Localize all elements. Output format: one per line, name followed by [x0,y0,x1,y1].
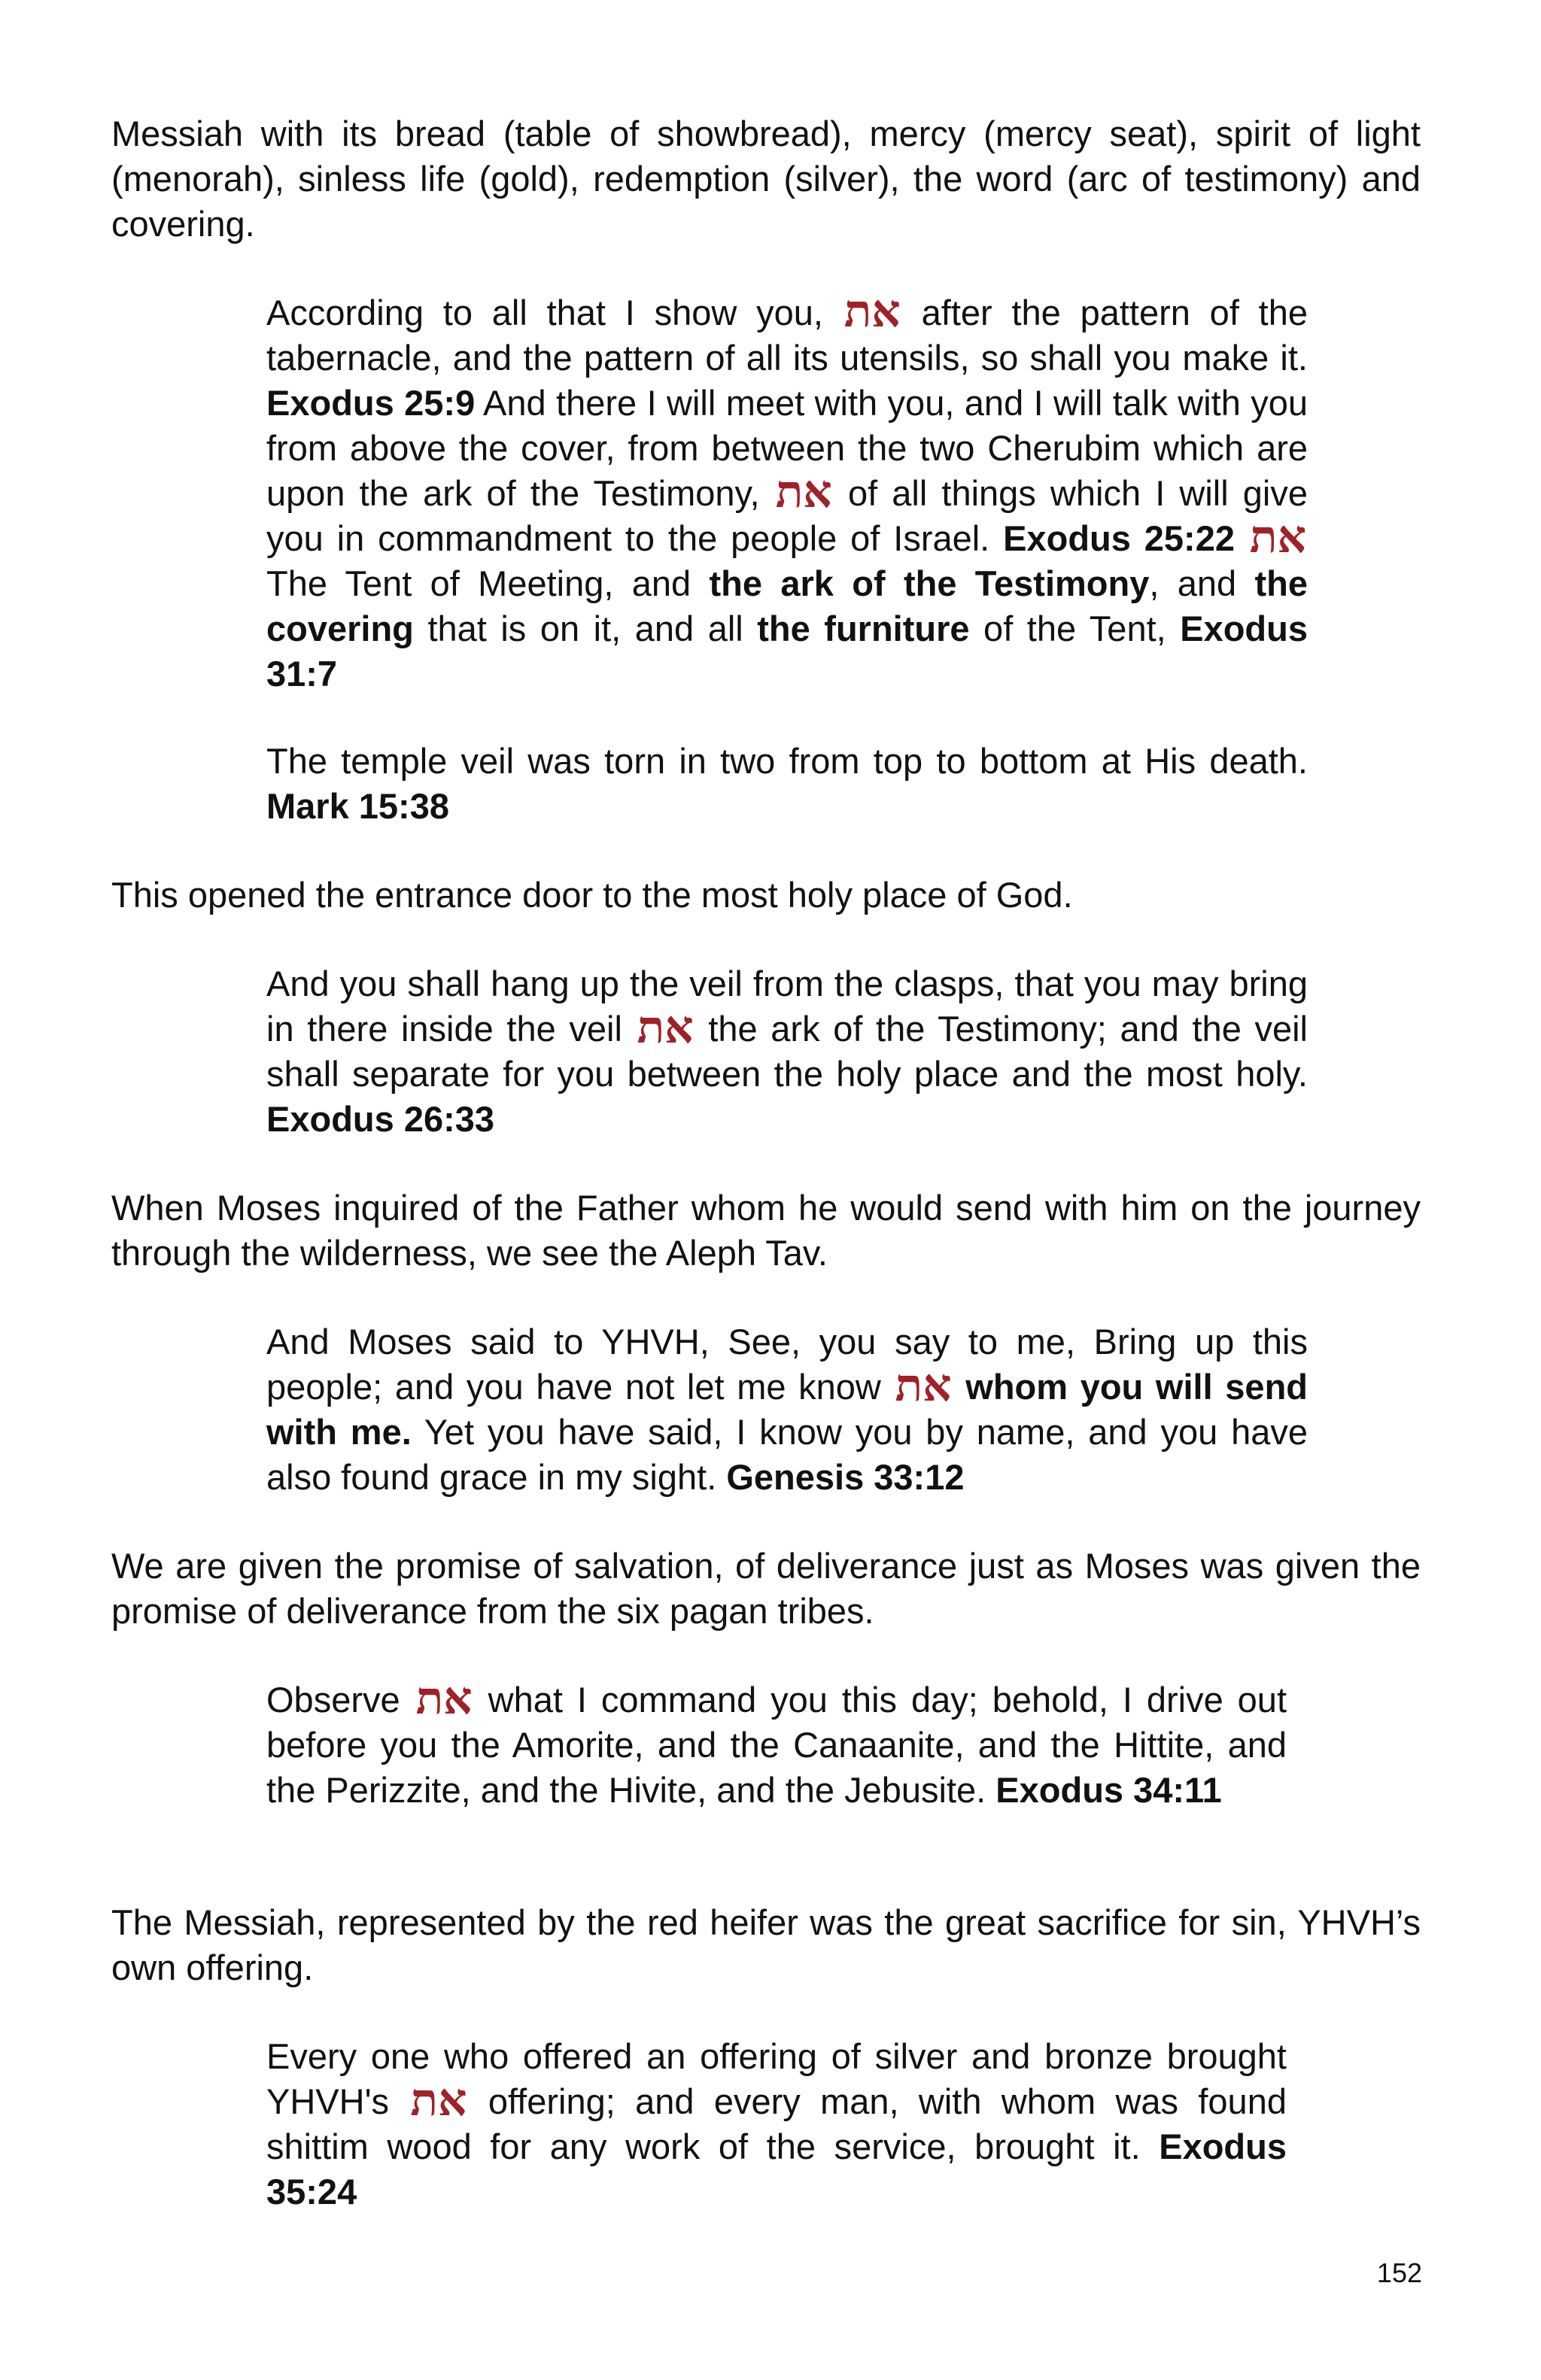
emphasis-text: the covering [266,563,1308,648]
scripture-reference: Genesis 33:12 [726,1457,965,1497]
quote-text: And Moses said to YHVH, See, you say to me, Bring up this people; and you have not let me know [266,1322,1308,1407]
paragraph-text: The Messiah, represented by the red heifer was the great sacrifice for sin, YHVH’s own offering. [111,1902,1421,1987]
quote-text: that is on it, and all [413,609,758,648]
aleph-tav-symbol: את [637,1001,694,1054]
scripture-quote-5 [266,1672,1287,1813]
paragraph-text: Messiah with its bread (table of showbread), mercy (mercy seat), spirit of light (menorah), sinless life (gold), redemption (silver), the word (arc of testimony) and covering. [111,114,1421,244]
scripture-quote-3 [266,961,1308,1142]
quote-text: According to all that I show you, [266,293,843,332]
quote-text: Observe [266,1680,415,1720]
body-paragraph-1 [111,111,1421,247]
aleph-tav-symbol: את [843,285,901,338]
quote-text: offering; and every man, with whom was found shittim wood for any work of the service, brought it. [266,2081,1287,2166]
scripture-reference: Exodus 25:22 [1003,518,1235,558]
aleph-tav-symbol: את [415,1672,473,1725]
body-paragraph-2 [111,873,1421,918]
body-paragraph-3 [111,1185,1421,1276]
emphasis-text: the furniture [757,609,970,648]
emphasis-text: whom you will send with me. [266,1367,1308,1452]
scripture-reference: Exodus 35:24 [266,2127,1287,2212]
scripture-reference: Exodus 25:9 [266,383,476,423]
quote-text: the ark of the Testimony; and the veil shall separate for you between the holy place and the most holy. [266,1009,1308,1094]
emphasis-text: the ark of the Testimony [709,563,1150,603]
quote-text: of all things which I will give you in commandment to the people of Israel. [266,473,1308,558]
quote-text: of the Tent, [969,609,1181,648]
quote-text: after the pattern of the tabernacle, and the pattern of all its utensils, so shall you make it. [266,293,1308,378]
aleph-tav-symbol: את [895,1359,952,1412]
page-number: 152 [1376,2257,1422,2288]
scripture-reference: Exodus 26:33 [266,1099,495,1139]
quote-text: what I command you this day; behold, I drive out before you the Amorite, and the Canaanite, and the Hittite, and the Perizzite, and the Hivite, and the Jebusite. [266,1680,1287,1810]
quote-text: , and [1149,563,1255,603]
scripture-reference: Mark 15:38 [266,786,449,826]
body-paragraph-5 [111,1900,1421,1990]
aleph-tav-symbol: את [410,2074,467,2127]
quote-text: The temple veil was torn in two from top to bottom at His death. [266,741,1308,781]
quote-text: Yet you have said, I know you by name, and you have also found grace in my sight. [266,1412,1308,1497]
scripture-reference: Exodus 31:7 [266,609,1308,694]
paragraph-text: This opened the entrance door to the most holy place of God. [111,875,1073,915]
quote-text: The Tent of Meeting, and [266,563,710,603]
quote-text: And there I will meet with you, and I will talk with you from above the cover, from between the two Cherubim which are upon the ark of the Testimony, [266,383,1308,513]
paragraph-text: When Moses inquired of the Father whom he would send with him on the journey through the wilderness, we see the Aleph Tav. [111,1188,1421,1273]
scripture-quote-2 [266,739,1308,829]
scripture-quote-4 [266,1319,1308,1500]
quote-text: And you shall hang up the veil from the clasps, that you may bring in there inside the veil [266,964,1308,1049]
scripture-reference: Exodus 34:11 [995,1770,1222,1810]
aleph-tav-symbol: את [1249,511,1307,563]
body-paragraph-4 [111,1544,1421,1634]
quote-text: Every one who offered an offering of silver and bronze brought YHVH's [266,2036,1287,2121]
paragraph-text: We are given the promise of salvation, of deliverance just as Moses was given the promise of deliverance from the six pagan tribes. [111,1546,1421,1631]
scripture-quote-1 [266,285,1308,697]
scripture-quote-6 [266,2034,1287,2215]
aleph-tav-symbol: את [775,466,832,518]
